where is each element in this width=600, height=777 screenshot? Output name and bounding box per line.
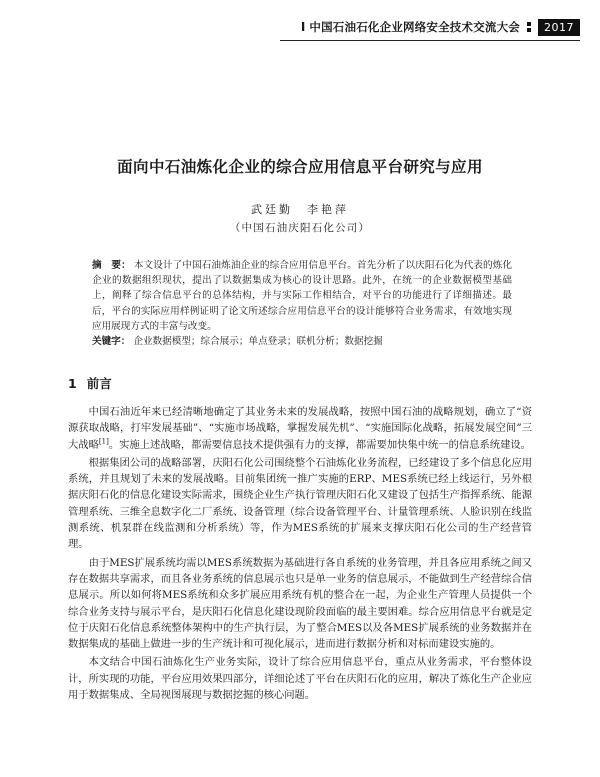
header-squares-icon — [527, 22, 531, 32]
abstract-label: 摘 要： — [92, 260, 131, 271]
citation-ref: [1] — [98, 437, 109, 446]
keywords-text: 企业数据模型；综合展示；单点登录；联机分析；数据挖掘 — [133, 336, 383, 347]
keywords — [92, 334, 512, 349]
abstract-text: 本文设计了中国石油炼油企业的综合应用信息平台。首先分析了以庆阳石化为代表的炼化企业的数据组织现状，提出了以数据集成为核心的设计思路。此外，在统一的企业数据模型基础上，阐释了综合信息平台的总体结构，并与实际工作相结合，对平台的功能进行了详细描述。最后，平台的实际应用样例证明了论文所述综合应用信息平台的设计能够符合业务需求，有效地实现应用展现方式的丰富与改变。 — [92, 260, 513, 332]
section-heading — [68, 374, 112, 392]
body-text — [68, 404, 532, 705]
running-header — [280, 14, 580, 41]
paragraph-1-text: 中国石油近年来已经清晰地确定了其业务未来的发展战略，按照中国石油的战略规划，确立了“资源获取战略，打牢发展基础”、“实施市场战略，掌握发展先机”、“实施国际化战略，拓展发展空间”三大战略 — [68, 406, 532, 451]
paragraph: 根据集团公司的战略部署，庆阳石化公司围绕整个石油炼化业务流程，已经建设了多个信息化应用系统，并且规划了未来的发展战略。目前集团统一推广实施的ERP、MES系统已经上线运行，另外根据庆阳石化的信息化建设实际需求，围绕企业生产执行管理庆阳石化又建设了包括生产指挥系统、能源管理系统、三维全息数字化二厂系统、设备管理（综合设备管理平台、计量管理系统、人脸识别在线监测系统、机泵群在线监测和分析系统）等，作为MES系统的扩展来支撑庆阳石化公司的生产经营管理。 — [68, 456, 532, 551]
year-badge: 2017 — [538, 19, 580, 36]
paragraph: 本文结合中国石油炼化生产业务实际，设计了综合应用信息平台，重点从业务需求，平台整体设计，所实现的功能，平台应用效果四部分，详细论述了平台在庆阳石化的应用，解决了炼化生产企业应用于数据集成、全局视图展现与数据挖掘的核心问题。 — [68, 656, 532, 702]
paragraph: 由于MES扩展系统均需以MES系统数据为基础进行各自系统的业务管理，并且各应用系统之间又存在数据共享需求，而且各业务系统的信息展示也只是单一业务的信息展示，不能做到生产经营综合信息展示。所以如何将MES系统和众多扩展应用系统有机的整合在一起，为企业生产管理人员提供一个综合业务支持与展示平台，是庆阳石化信息化建设现阶段面临的最主要困难。综合应用信息平台就是定位于庆阳石化信息系统整体架构中的生产执行层，为了整合MES以及各MES扩展系统的业务数据并在数据集成的基础上做进一步的生产统计和可视化展示，进而进行数据分析和对标而建设实施的。 — [68, 556, 532, 651]
header-mark: I — [300, 20, 306, 34]
paragraph — [68, 404, 532, 453]
section-title: 前言 — [86, 376, 112, 391]
keywords-label: 关键字： — [92, 336, 131, 347]
paragraph-1-tail: 。实施上述战略，都需要信息技术提供强有力的支撑，都需要加快集中统一的信息系统建设。 — [108, 438, 531, 451]
authors: 武廷勤 李艳萍 — [251, 203, 349, 216]
section-number: 1 — [68, 376, 77, 391]
affiliation: （中国石油庆阳石化公司） — [229, 222, 371, 234]
abstract — [92, 258, 512, 334]
conference-title: 中国石油石化企业网络安全技术交流大会 — [309, 20, 520, 34]
paper-title: 面向中石油炼化企业的综合应用信息平台研究与应用 — [117, 158, 483, 176]
